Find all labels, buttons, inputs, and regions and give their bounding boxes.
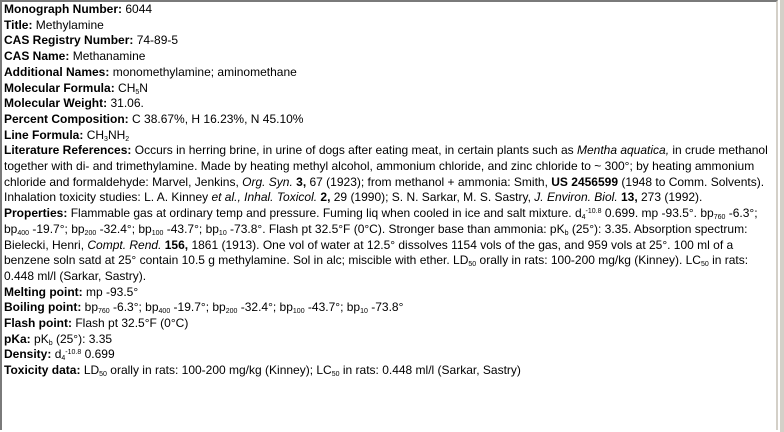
percent-composition-row [4,112,774,128]
monograph-number-label: Monograph Number: [4,2,122,16]
literature-references-text: Occurs in herring brine, in urine of dogs after eating meat, in certain plants such as Mentha aquatica, in crude methanol together with di- and trimethylamine. Made by heating methyl alcohol, ammonium chloride, and zinc chloride to ~ 300°; by heating ammonium chloride and formaldehyde: Marvel, Jenkins, Org. Syn. 3, 67 (1923); from methanol + ammonia: Smith, US 2456599 (1948 to Comm. Solvents). Inhalation toxicity studies: L. A. Kinney et al., Inhal. Toxicol. 2, 29 (1990); S. N. Sarkar, M. S. Sastry, J. Environ. Biol. 13, 273 (1992). [4,143,768,205]
percent-composition-value: C 38.67%, H 16.23%, N 45.10% [132,111,304,126]
boiling-point-value: $bp_{760}$ -6.3°; $bp_{400}$ -19.7°; $bp_{200}$ -32.4°; $bp_{100}$ -43.7°; $bp_{10}$ -73.8° [84,300,404,316]
literature-references-label: Literature References: [4,143,132,158]
molecular-weight-row [4,96,774,112]
monograph-content [4,2,774,379]
boiling-point-row [4,300,774,316]
melting-point-label: Melting point: [4,284,83,299]
pka-row [4,332,774,348]
additional-names-row [4,65,774,81]
melting-point-row [4,285,774,301]
title-row [4,18,774,34]
molecular-formula-label: Molecular Formula: [4,80,115,95]
line-formula-label: Line Formula: [4,127,84,142]
properties-label: Properties: [4,206,68,221]
density-row [4,347,774,363]
line-formula-row [4,128,774,144]
flash-point-label: Flash point: [4,316,72,331]
molecular-weight-label: Molecular Weight: [4,96,108,111]
title-label: Title: [4,17,33,32]
boiling-point-label: Boiling point: [4,300,82,315]
flash-point-row [4,316,774,332]
molecular-formula-value: $CH_5N$ [118,80,148,96]
additional-names-value: monomethylamine; aminomethane [112,64,297,79]
cas-name-row [4,49,774,65]
properties-block [4,206,774,285]
line-formula-value: $CH_3NH_2$ [86,127,130,143]
percent-composition-label: Percent Composition: [4,111,129,126]
monograph-number-value: 6044 [125,2,153,16]
density-value: $d_4^{-10.8}$ 0.699 [54,347,115,363]
cas-registry-row [4,33,774,49]
pka-label: pKa: [4,331,31,346]
pka-value: $pK_b$ (25°): 3.35 [34,331,113,347]
density-label: Density: [4,347,52,362]
literature-references-block [4,143,774,206]
cas-name-value: Methanamine [72,49,146,64]
cas-registry-value: 74-89-5 [136,33,179,48]
toxicity-data-label: Toxicity data: [4,363,81,378]
molecular-formula-row [4,81,774,97]
monograph-number-row [4,2,774,18]
additional-names-label: Additional Names: [4,64,110,79]
properties-text: Flammable gas at ordinary temp and pressure. Fuming liq when cooled in ice and salt mixture. $d_4^{-10.8}$ 0.699. mp -93.5°. $bp_{760}$ -6.3°; $bp_{400}$ -19.7°; $bp_{200}$ -32.4°; $bp_{100}$ -43.7°; $bp_{10}$ -73.8°. Flash pt 32.5°F (0°C). Stronger base than ammonia: $pK_b$ (25°): 3.35. Absorption spectrum: Bielecki, Henri, Compt. Rend. 156, 1861 (1913). One vol of water at 12.5° dissolves 1154 vols of the gas, and 959 vols at 25°. 100 ml of a benzene soln satd at 25° contain 10.5 g methylamine. Sol in alc; miscible with ether. $LD_{50}$ orally in rats: 100-200 mg/kg (Kinney). $LC_{50}$ in rats: 0.448 ml/l (Sarkar, Sastry). [4,206,758,283]
cas-registry-label: CAS Registry Number: [4,33,134,48]
title-value: Methylamine [35,17,104,32]
molecular-weight-value: 31.06. [110,96,144,111]
flash-point-value: Flash pt 32.5°F (0°C) [75,316,189,331]
toxicity-data-value: $LD_{50}$ orally in rats: 100-200 mg/kg (Kinney); $LC_{50}$ in rats: 0.448 ml/l (Sarkar, Sastry) [83,363,521,379]
cas-name-label: CAS Name: [4,49,70,64]
toxicity-data-row [4,363,774,379]
right-edge [780,0,784,432]
melting-point-value: mp -93.5° [86,284,139,299]
